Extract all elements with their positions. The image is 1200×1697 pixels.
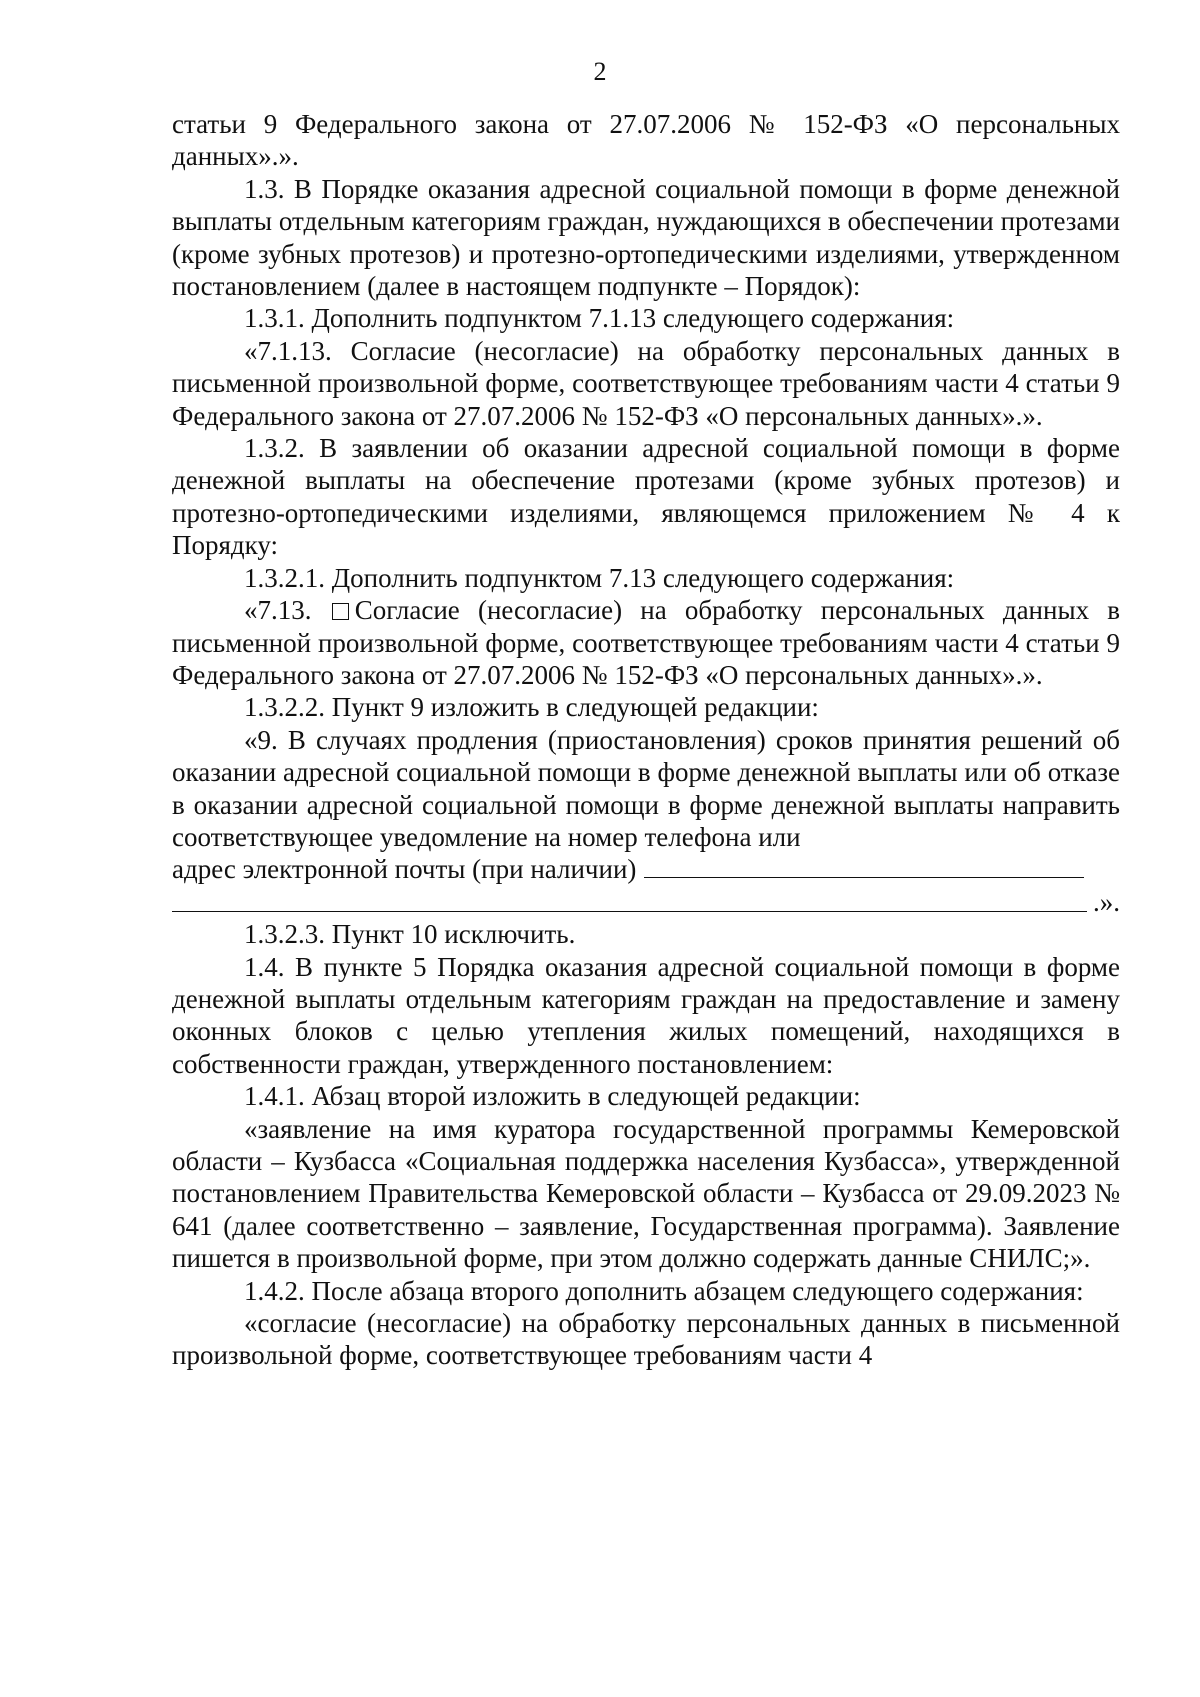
- paragraph: 1.3.2.2. Пункт 9 изложить в следующей редакции:: [244, 692, 819, 723]
- paragraph: статьи 9 Федерального закона от 27.07.2006 № 152-ФЗ «О персональных данных».».: [172, 109, 1120, 172]
- fill-line-end: .».: [1093, 886, 1120, 917]
- fill-line-row: [172, 886, 1120, 918]
- document-body: [172, 108, 1120, 1372]
- page-number: 2: [593, 57, 607, 86]
- paragraph: 1.3.2. В заявлении об оказании адресной социальной помощи в форме денежной выплаты на обеспечение протезами (кроме зубных протезов) и протезно-ортопедическими изделиями, являющемся приложением № 4 к Порядку:: [172, 433, 1120, 561]
- fill-line-paragraph: [172, 853, 1120, 885]
- fill-line-lead: адрес электронной почты (при наличии): [172, 854, 637, 885]
- item-7-13-prefix: «7.13.: [244, 595, 312, 626]
- blank-fill-line: [172, 887, 1087, 912]
- paragraph: 1.3.2.3. Пункт 10 исключить.: [244, 919, 576, 950]
- paragraph: 1.4.2. После абзаца второго дополнить абзацем следующего содержания:: [244, 1275, 1084, 1306]
- paragraph: 1.3. В Порядке оказания адресной социальной помощи в форме денежной выплаты отдельным категориям граждан, нуждающихся в обеспечении протезами (кроме зубных протезов) и протезно-ортопедическими изделиями, утвержденном постановлением (далее в настоящем подпункте – Порядок):: [172, 173, 1120, 302]
- paragraph-item-7-13: [172, 594, 1120, 691]
- paragraph: «заявление на имя куратора государственной программы Кемеровской области – Кузбасса «Социальная поддержка населения Кузбасса», утвержденной постановлением Правительства Кемеровской области – Кузбасса от 29.09.2023 № 641 (далее соответственно – заявление, Государственная программа). Заявление пишется в произвольной форме, при этом должно содержать данные СНИЛС;».: [172, 1113, 1120, 1274]
- checkbox-icon: [332, 603, 349, 620]
- paragraph: «9. В случаях продления (приостановления) сроков принятия решений об оказании адресной социальной помощи в форме денежной выплаты или об отказе в оказании адресной социальной помощи в форме денежной выплаты направить соответствующее уведомление на номер телефона или: [172, 724, 1120, 852]
- item-7-13-text: Согласие (несогласие) на обработку персональных данных в письменной произвольной форме, соответствующее требованиям части 4 статьи 9 Федерального закона от 27.07.2006 № 152-ФЗ «О персональных данных».».: [172, 595, 1121, 690]
- blank-fill-line: [644, 853, 1084, 878]
- paragraph: 1.4. В пункте 5 Порядка оказания адресной социальной помощи в форме денежной выплаты отдельным категориям граждан на предоставление и замену оконных блоков с целью утепления жилых помещений, находящихся в собственности граждан, утвержденного постановлением:: [172, 951, 1120, 1079]
- paragraph: «7.1.13. Согласие (несогласие) на обработку персональных данных в письменной произвольной форме, соответствующее требованиям части 4 статьи 9 Федерального закона от 27.07.2006 № 152-ФЗ «О персональных данных».».: [172, 335, 1120, 431]
- paragraph: «согласие (несогласие) на обработку персональных данных в письменной произвольной форме, соответствующее требованиям части 4: [172, 1308, 1120, 1371]
- paragraph: 1.3.2.1. Дополнить подпунктом 7.13 следующего содержания:: [244, 562, 955, 593]
- paragraph: 1.4.1. Абзац второй изложить в следующей редакции:: [244, 1081, 861, 1112]
- paragraph: 1.3.1. Дополнить подпунктом 7.1.13 следующего содержания:: [244, 303, 955, 334]
